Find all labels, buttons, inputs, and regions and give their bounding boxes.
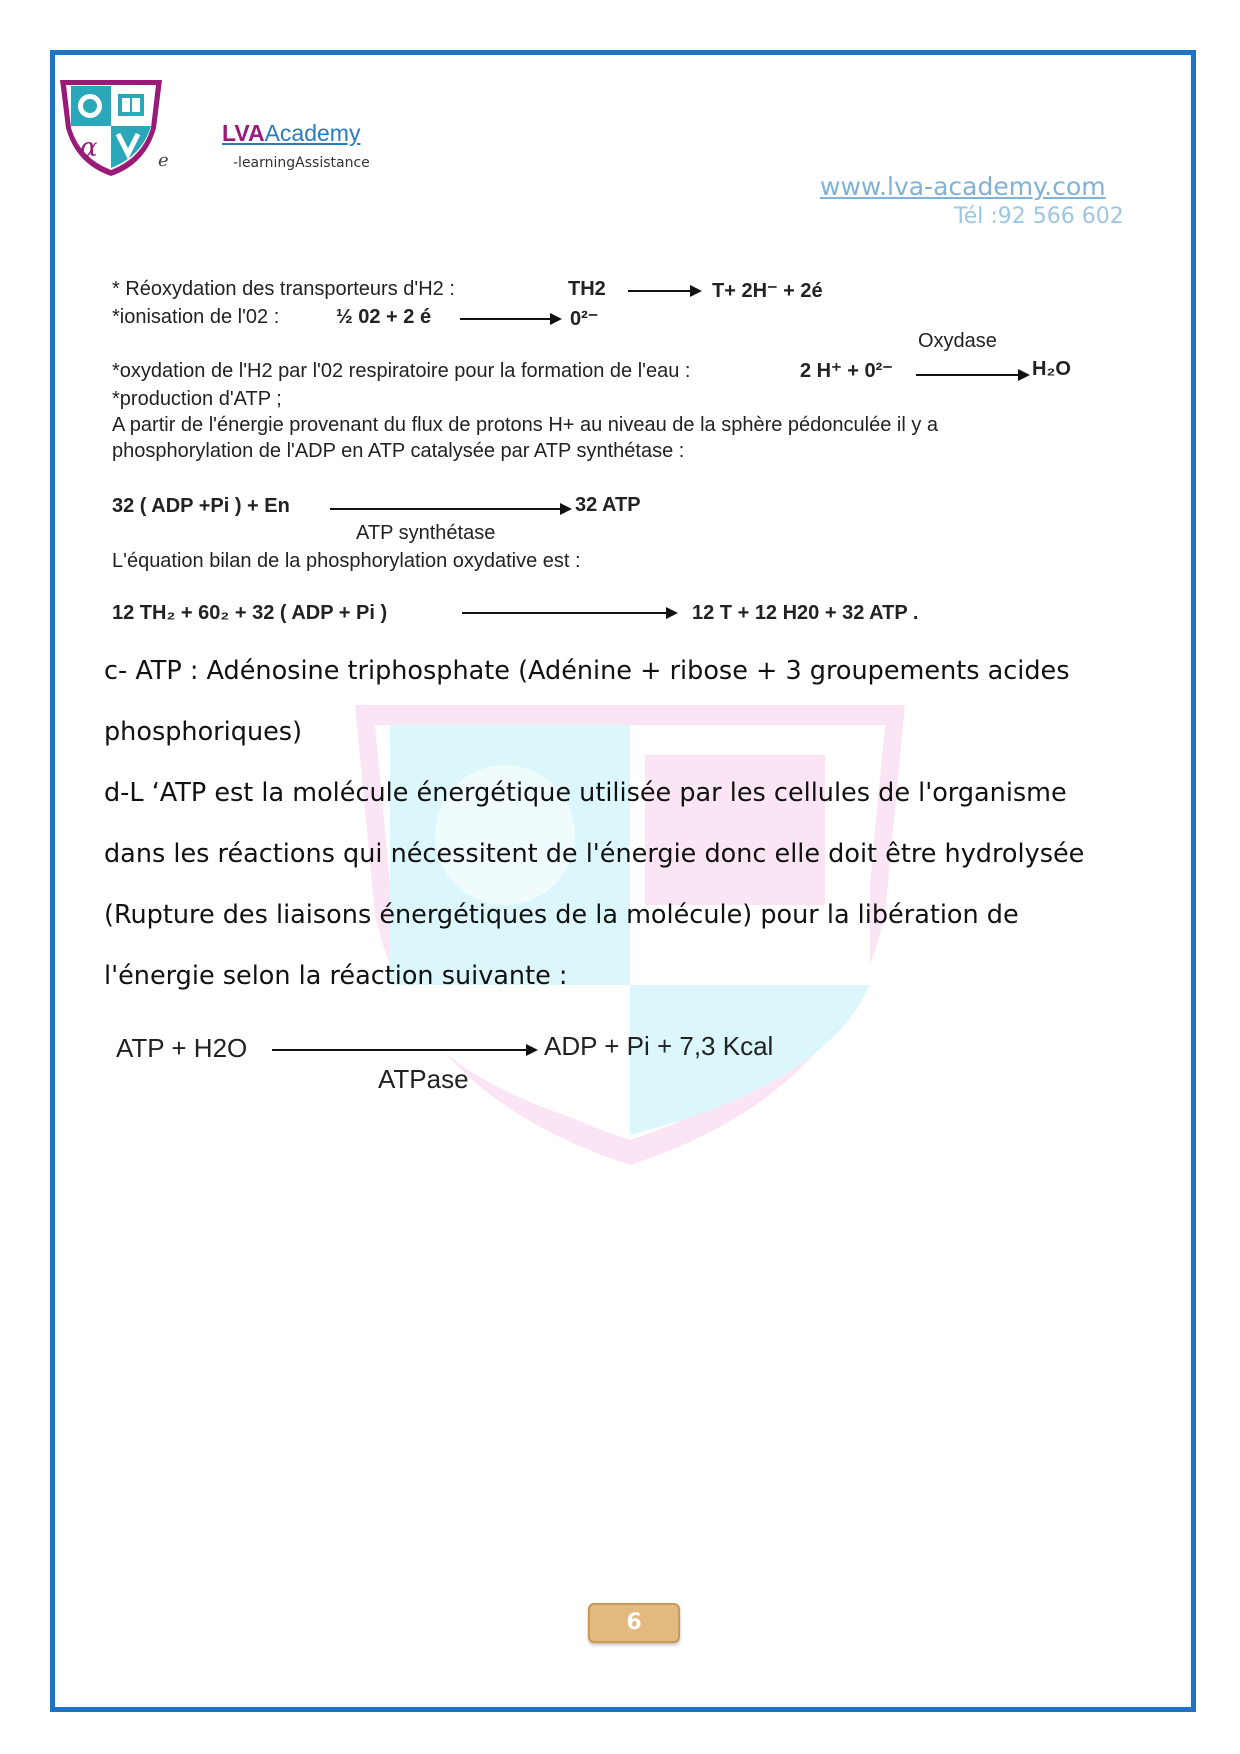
reox-arrow <box>628 290 700 292</box>
brand-tagline: -learningAssistance <box>233 155 370 171</box>
prod-label: *production d'ATP ; <box>112 388 282 410</box>
synth-left: 32 ( ADP +Pi ) + En <box>112 495 290 517</box>
website-link[interactable]: www.lva-academy.com <box>820 172 1106 201</box>
hydrolysis-arrow <box>272 1049 536 1051</box>
paragraph-d-line-1: d-L ‘ATP est la molécule énergétique utilisée par les cellules de l'organisme <box>104 778 1067 808</box>
svg-text:α: α <box>80 133 98 163</box>
logo-letter: e <box>158 150 169 171</box>
brand-lva: LVA <box>222 120 265 146</box>
oxy-arrow <box>916 374 1028 376</box>
hydrolysis-right: ADP + Pi + 7,3 Kcal <box>544 1031 774 1061</box>
oxy-right: H₂O <box>1032 358 1071 380</box>
reox-left: TH2 <box>568 278 606 300</box>
oxy-label: *oxydation de l'H2 par l'02 respiratoire pour la formation de l'eau : <box>112 360 691 382</box>
synth-enzyme: ATP synthétase <box>356 522 496 544</box>
oxydase-enzyme: Oxydase <box>918 330 997 352</box>
synth-right: 32 ATP <box>575 494 641 516</box>
paragraph-d-line-3: (Rupture des liaisons énergétiques de la molécule) pour la libération de <box>104 900 1019 930</box>
prod-text-1: A partir de l'énergie provenant du flux de protons H+ au niveau de la sphère pédonculée il y a <box>112 414 939 436</box>
reox-right: T+ 2H⁻ + 2é <box>712 280 823 302</box>
bilan-right: 12 T + 12 H20 + 32 ATP . <box>692 602 919 624</box>
bilan-left: 12 TH₂ + 60₂ + 32 ( ADP + Pi ) <box>112 602 388 624</box>
hydrolysis-left: ATP + H2O <box>116 1033 248 1063</box>
hydrolysis-enzyme: ATPase <box>378 1064 469 1094</box>
watermark-logo <box>345 695 915 1175</box>
bilan-arrow <box>462 612 676 614</box>
prod-text-2: phosphorylation de l'ADP en ATP catalysée par ATP synthétase : <box>112 440 685 462</box>
brand-academy: Academy <box>264 120 361 146</box>
ion-left: ½ 02 + 2 é <box>336 306 432 328</box>
oxy-left: 2 H⁺ + 0²⁻ <box>800 360 893 382</box>
reox-label: * Réoxydation des transporteurs d'H2 : <box>112 278 455 300</box>
page-number-badge: 6 <box>588 1603 680 1643</box>
ion-label: *ionisation de l'02 : <box>112 306 280 328</box>
bilan-label: L'équation bilan de la phosphorylation oxydative est : <box>112 550 581 572</box>
academy-logo <box>58 78 168 178</box>
phone-number: Tél :92 566 602 <box>954 204 1124 229</box>
ion-right: 0²⁻ <box>570 308 599 330</box>
paragraph-c-line-2: phosphoriques) <box>104 717 303 747</box>
ion-arrow <box>460 318 560 320</box>
paragraph-d-line-2: dans les réactions qui nécessitent de l'énergie donc elle doit être hydrolysée <box>104 839 1085 869</box>
paragraph-c-line-1: c- ATP : Adénosine triphosphate (Adénine + ribose + 3 groupements acides <box>104 656 1070 686</box>
synth-arrow <box>330 508 570 510</box>
brand-name <box>222 120 360 147</box>
paragraph-d-line-4: l'énergie selon la réaction suivante : <box>104 961 568 991</box>
